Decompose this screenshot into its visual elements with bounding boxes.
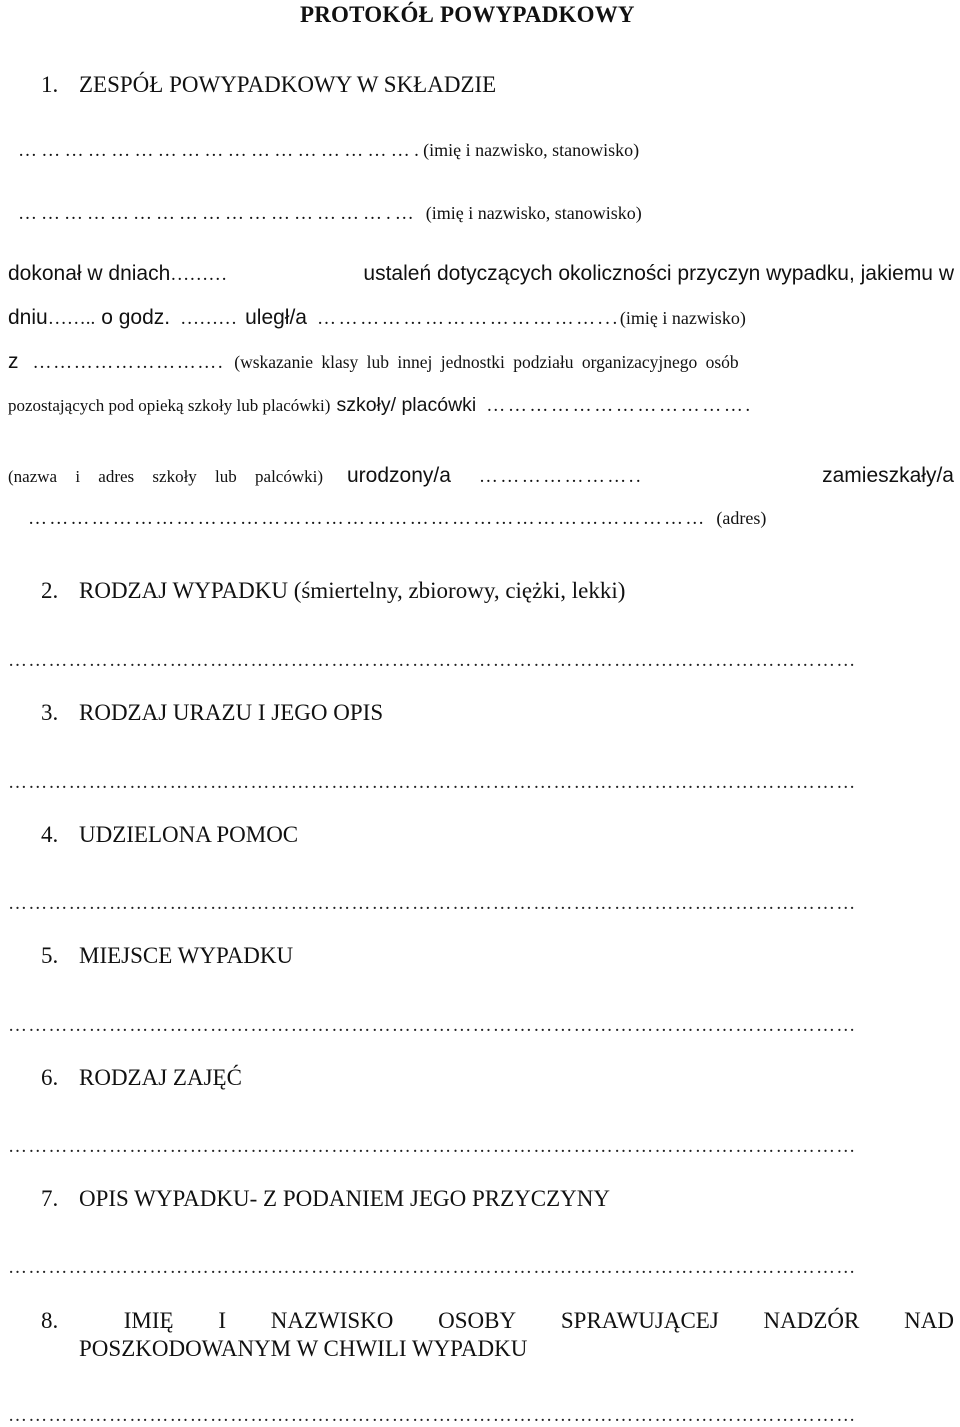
- text-resident: zamieszkały/a: [822, 464, 954, 487]
- day-dots[interactable]: ……..: [47, 308, 96, 329]
- section-number: 6.: [41, 1065, 59, 1090]
- section-7-heading: [41, 1186, 610, 1212]
- paragraph-line-1: [8, 262, 954, 286]
- text-dniu: dniu: [8, 306, 48, 329]
- section-number: 7.: [41, 1186, 59, 1211]
- section-label: UDZIELONA POMOC: [79, 822, 299, 847]
- section-number: 2.: [41, 578, 59, 603]
- section-label: ZESPÓŁ POWYPADKOWY W SKŁADZIE: [79, 72, 497, 97]
- text-born: urodzony/a: [347, 464, 451, 487]
- hint-address: (adres): [716, 508, 767, 528]
- section-6-heading: [41, 1065, 242, 1091]
- fill-dots: …………………………………………….: [18, 140, 424, 161]
- section-label: RODZAJ ZAJĘĆ: [79, 1065, 242, 1090]
- fill-line-section-2[interactable]: ………………………………………………………………………………………………………………: [8, 650, 857, 671]
- time-dots[interactable]: ………: [180, 308, 238, 329]
- section-8-heading-line-2: POSZKODOWANYM W CHWILI WYPADKU: [79, 1336, 528, 1361]
- text-dokonal: dokonał w dniach: [8, 262, 171, 285]
- team-member-line-2[interactable]: [18, 203, 948, 225]
- section-number: 4.: [41, 822, 59, 847]
- fill-dots: ………………………………………….…: [18, 203, 418, 224]
- hint-name: (imię i nazwisko): [619, 308, 746, 328]
- section-3-heading: [41, 700, 383, 726]
- section-label: RODZAJ URAZU I JEGO OPIS: [79, 700, 384, 725]
- section-1-heading: [41, 72, 496, 98]
- section-word: I: [218, 1308, 226, 1333]
- paragraph-line-4: [8, 394, 954, 417]
- fill-line-section-3[interactable]: ………………………………………………………………………………………………………………: [8, 772, 857, 793]
- section-word: IMIĘ: [123, 1308, 174, 1333]
- team-member-line-1[interactable]: [18, 140, 948, 162]
- hint-class-unit: (wskazanie klasy lub innej jednostki podziału organizacyjnego osób: [234, 352, 739, 372]
- section-word: NADZÓR: [763, 1308, 860, 1333]
- section-number: 1.: [41, 72, 59, 97]
- section-8-heading: [41, 1308, 954, 1334]
- section-word: NAD: [904, 1308, 954, 1333]
- paragraph-line-3: [8, 350, 954, 374]
- text-ulegl: uległ/a: [245, 306, 307, 329]
- section-number: 8.: [41, 1308, 59, 1333]
- class-dots[interactable]: ……………………….: [32, 352, 225, 373]
- section-label: OPIS WYPADKU- Z PODANIEM JEGO PRZYCZYNY: [79, 1186, 610, 1211]
- date-dots[interactable]: ………: [170, 264, 228, 285]
- document-title: PROTOKÓŁ POWYPADKOWY: [300, 2, 635, 27]
- fill-line-section-8[interactable]: ………………………………………………………………………………………………………………: [8, 1405, 857, 1426]
- section-4-heading: [41, 822, 298, 848]
- hint-name-position: (imię i nazwisko, stanowisko): [425, 203, 642, 223]
- section-number: 3.: [41, 700, 59, 725]
- section-word: NAZWISKO: [270, 1308, 394, 1333]
- fill-line-section-5[interactable]: ………………………………………………………………………………………………………………: [8, 1015, 857, 1036]
- hint-care: pozostających pod opieką szkoły lub placówki): [8, 396, 331, 415]
- section-5-heading: [41, 943, 293, 969]
- hint-name-position: (imię i nazwisko, stanowisko): [423, 140, 640, 160]
- birth-dots[interactable]: …………………..: [478, 466, 644, 487]
- section-number: 5.: [41, 943, 59, 968]
- fill-line-section-6[interactable]: ………………………………………………………………………………………………………………: [8, 1136, 857, 1157]
- paragraph-line-5: [8, 464, 954, 488]
- text-school: szkoły/ placówki: [336, 394, 477, 416]
- text-ustalen: ustaleń dotyczących okoliczności przyczyn wypadku, jakiemu w: [363, 262, 954, 285]
- section-label: MIEJSCE WYPADKU: [79, 943, 294, 968]
- fill-line-section-7[interactable]: ………………………………………………………………………………………………………………: [8, 1257, 857, 1278]
- hint-school-address: (nazwa i adres szkoły lub palcówki): [8, 467, 323, 486]
- text-z: z: [8, 350, 19, 373]
- section-word: SPRAWUJĄCEJ: [560, 1308, 719, 1333]
- name-dots[interactable]: …………………………………...: [316, 308, 620, 329]
- paragraph-line-2: [8, 306, 954, 330]
- section-2-heading: [41, 578, 625, 604]
- section-word: OSOBY: [438, 1308, 517, 1333]
- text-o-godz: o godz.: [101, 306, 171, 329]
- fill-line-section-4[interactable]: ………………………………………………………………………………………………………………: [8, 893, 857, 914]
- school-dots[interactable]: ……………………………….: [486, 395, 753, 416]
- section-label: RODZAJ WYPADKU (śmiertelny, zbiorowy, ciężki, lekki): [79, 578, 626, 603]
- address-dots[interactable]: ……………………………………………………………………………………: [28, 508, 707, 529]
- paragraph-line-6: [28, 508, 960, 530]
